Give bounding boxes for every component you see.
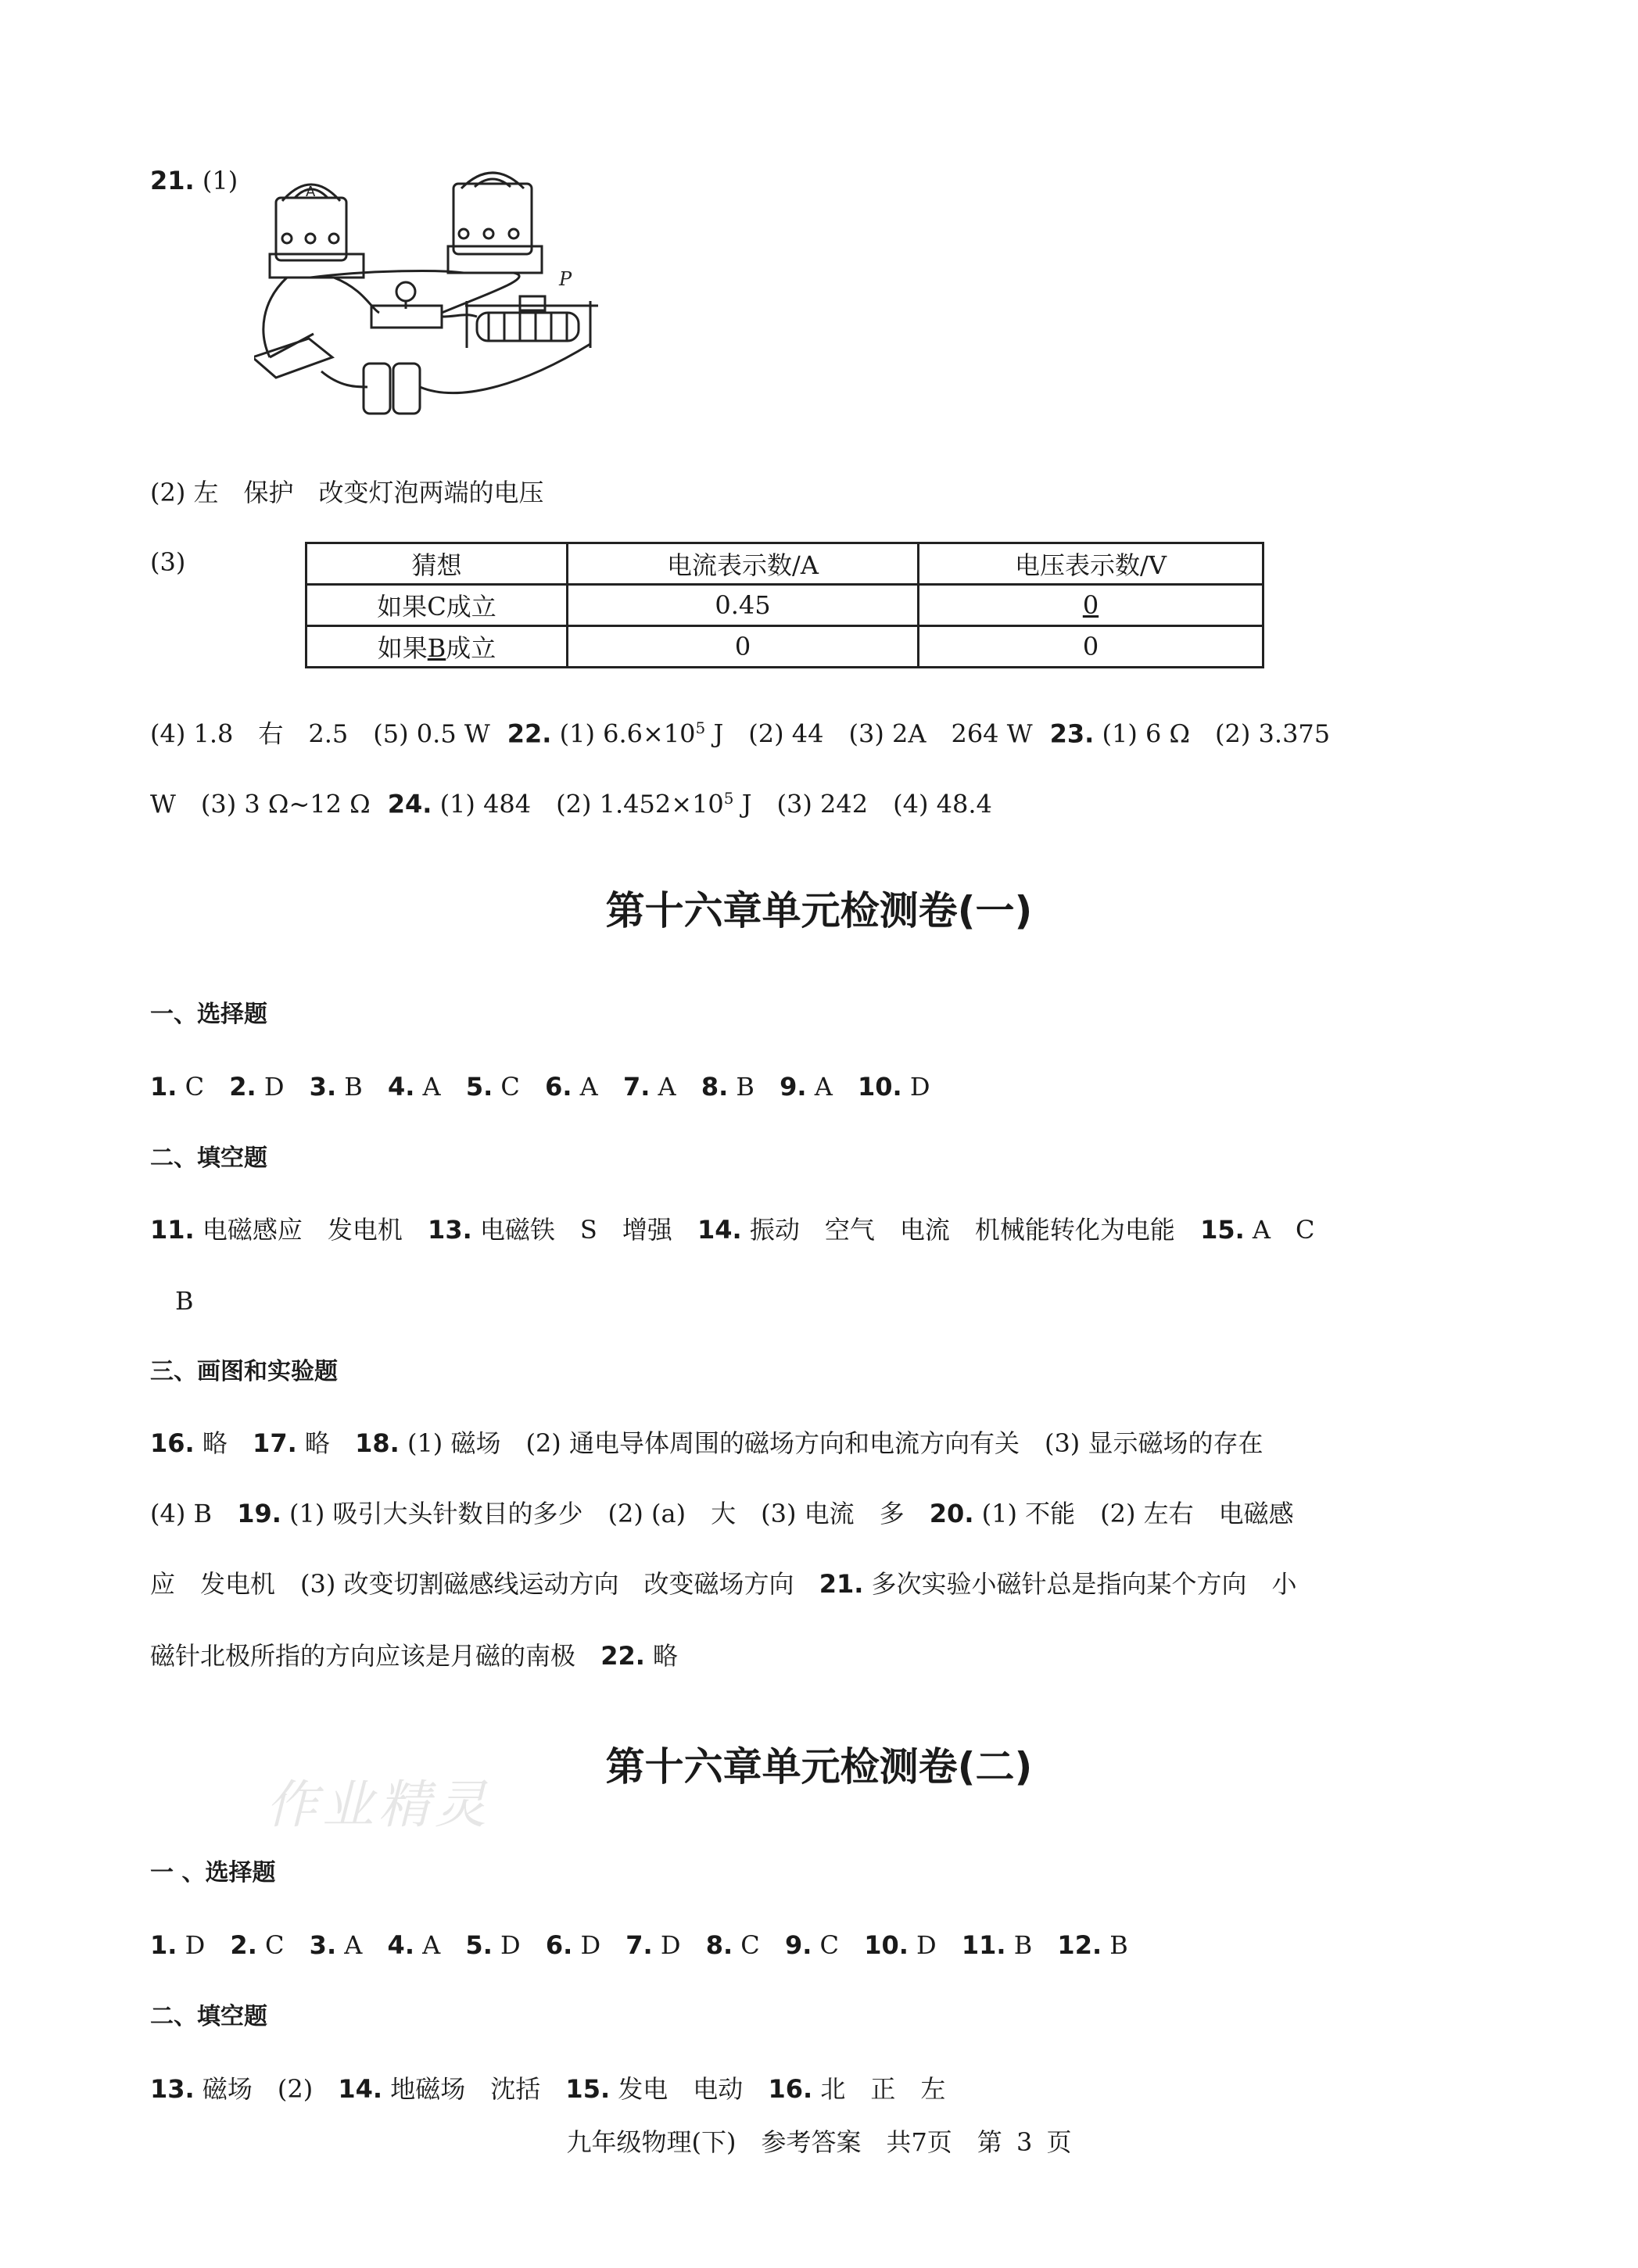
test2-fill-line-1: 13. 磁场 (2) 14. 地磁场 沈括 15. 发电 电动 16. 北 正 左 xyxy=(150,2074,946,2104)
table-cell-guess: 如果B成立 xyxy=(306,626,568,668)
test1-fill-line-1: 11. 电磁感应 发电机 13. 电磁铁 S 增强 14. 振动 空气 电流 机械能转化为电能 15. A C xyxy=(150,1215,1315,1245)
q21-header xyxy=(150,162,238,199)
answer-table xyxy=(305,542,1264,668)
test1-title: 第十六章单元检测卷(一) xyxy=(605,888,1033,933)
ammeter-icon xyxy=(270,184,364,278)
table-header-row xyxy=(306,543,1263,585)
test1-fill-line-2: B xyxy=(175,1286,194,1316)
test1-section-choice: 一、选择题 xyxy=(150,1001,267,1028)
table-cell-voltage: 0 xyxy=(919,626,1263,668)
table-header-cell: 电压表示数/V xyxy=(919,543,1263,585)
slider-label: P xyxy=(559,268,572,290)
table-row xyxy=(306,626,1263,668)
table-row xyxy=(306,585,1263,626)
q21-part3: (3) xyxy=(150,547,186,577)
answers-line-2: W (3) 3 Ω~12 Ω 24. (1) 484 (2) $1.452\times 10^5$ J (3) 242 (4) 48.4 xyxy=(150,789,992,819)
q21-number: 21. xyxy=(150,166,195,195)
test1-exp-line-1: 16. 略 17. 略 18. (1) 磁场 (2) 通电导体周围的磁场方向和电流方向有关 (3) 显示磁场的存在 xyxy=(150,1428,1263,1458)
table-cell-guess: 如果C成立 xyxy=(306,585,568,626)
circuit-diagram xyxy=(254,152,661,434)
test1-exp-line-2: (4) B 19. (1) 吸引大头针数目的多少 (2) (a) 大 (3) 电流 多 20. (1) 不能 (2) 左右 电磁感 xyxy=(150,1499,1294,1528)
table-cell-voltage: 0 xyxy=(919,585,1263,626)
test1-section-fill: 二、填空题 xyxy=(150,1145,267,1172)
rheostat-icon xyxy=(465,296,598,348)
switch-icon xyxy=(254,334,332,378)
page-footer: 九年级物理(下) 参考答案 共7页 第 3 页 xyxy=(566,2127,1072,2157)
test2-choices: 1. D 2. C 3. A 4. A 5. D 6. D 7. D 8. C 9. C 10. D 11. B 12. B xyxy=(150,1930,1128,1960)
q21-part1: (1) xyxy=(202,166,238,195)
table-header-cell: 猜想 xyxy=(306,543,568,585)
test1-exp-line-4: 磁针北极所指的方向应该是月磁的南极 22. 略 xyxy=(150,1641,679,1671)
test1-section-experiment: 三、画图和实验题 xyxy=(150,1358,338,1385)
table-cell-current: 0.45 xyxy=(568,585,919,626)
table-header-cell: 电流表示数/A xyxy=(568,543,919,585)
test1-choices: 1. C 2. D 3. B 4. A 5. C 6. A 7. A 8. B 9. A 10. D xyxy=(150,1072,930,1102)
table-cell-current: 0 xyxy=(568,626,919,668)
test2-section-choice: 一 、选择题 xyxy=(150,1859,276,1886)
bulb-icon xyxy=(371,282,442,328)
battery-icon xyxy=(364,364,420,414)
test1-exp-line-3: 应 发电机 (3) 改变切割磁感线运动方向 改变磁场方向 21. 多次实验小磁针总是指向某个方向 小 xyxy=(150,1569,1297,1599)
test2-title: 第十六章单元检测卷(二) xyxy=(605,1744,1033,1790)
watermark: 作业精灵 xyxy=(266,1775,491,1835)
svg-text:A: A xyxy=(306,184,316,200)
test2-section-fill: 二、填空题 xyxy=(150,2003,267,2030)
answers-line-1: (4) 1.8 右 2.5 (5) 0.5 W 22. (1) $6.6\times 10^5$ J (2) 44 (3) 2A 264 W 23. (1) 6 Ω (2) 3.375 xyxy=(150,718,1331,749)
voltmeter-icon xyxy=(448,173,542,273)
q21-part2: (2) 左 保护 改变灯泡两端的电压 xyxy=(150,478,544,507)
